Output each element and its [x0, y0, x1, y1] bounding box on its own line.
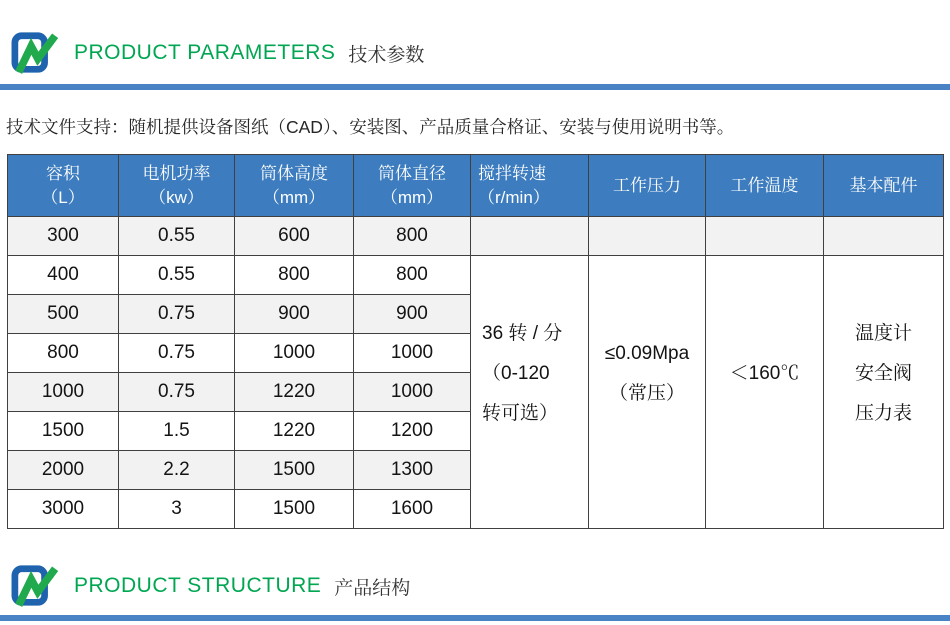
brand-logo-icon — [10, 563, 60, 609]
cell-volume: 3000 — [8, 490, 119, 529]
cell-working-pressure — [589, 256, 706, 529]
cell-diameter: 800 — [354, 217, 471, 256]
header-line: 基本配件 — [849, 175, 918, 195]
pressure-line: ≤0.09Mpa — [604, 343, 690, 364]
cell-volume: 800 — [8, 334, 119, 373]
cell-height: 1500 — [235, 451, 354, 490]
header-line: 筒体直径 — [378, 163, 446, 183]
cell-height: 1000 — [235, 334, 354, 373]
cell-diameter: 1600 — [354, 490, 471, 529]
header-unit: （r/min） — [478, 187, 550, 207]
cell-diameter: 1300 — [354, 451, 471, 490]
col-header-stirring-speed — [471, 155, 589, 217]
col-header-volume — [8, 155, 119, 217]
table-row — [8, 256, 944, 295]
cell-volume: 1000 — [8, 373, 119, 412]
cell-working-temperature — [706, 256, 824, 529]
cell-height: 800 — [235, 256, 354, 295]
parameters-table — [7, 154, 944, 529]
col-header-body-diameter — [354, 155, 471, 217]
table-header-row — [8, 155, 944, 217]
tech-docs-note: 技术文件支持：随机提供设备图纸（CAD）、安装图、产品质量合格证、安装与使用说明书等。 — [6, 117, 735, 137]
col-header-basic-accessories — [824, 155, 944, 217]
cell-volume: 300 — [8, 217, 119, 256]
header-line: 容积 — [46, 163, 80, 183]
cell-power: 0.75 — [119, 373, 235, 412]
accessory-line: 安全阀 — [854, 363, 912, 384]
col-header-working-pressure — [589, 155, 706, 217]
col-header-working-temperature — [706, 155, 824, 217]
cell-volume: 1500 — [8, 412, 119, 451]
section-title-zh: 产品结构 — [334, 577, 411, 599]
cell-diameter: 900 — [354, 295, 471, 334]
col-header-motor-power — [119, 155, 235, 217]
cell-diameter: 800 — [354, 256, 471, 295]
header-line: 工作压力 — [613, 175, 681, 195]
cell-power: 0.55 — [119, 217, 235, 256]
header-line: 电机功率 — [142, 163, 211, 183]
cell-power: 1.5 — [119, 412, 235, 451]
speed-line: （0-120 — [482, 363, 550, 384]
cell-diameter: 1200 — [354, 412, 471, 451]
cell-power: 2.2 — [119, 451, 235, 490]
speed-line: 36 转 / 分 — [482, 323, 563, 344]
cell-power: 0.75 — [119, 334, 235, 373]
cell-empty — [471, 217, 589, 256]
cell-power: 3 — [119, 490, 235, 529]
cell-diameter: 1000 — [354, 334, 471, 373]
header-line: 筒体高度 — [260, 163, 328, 183]
col-header-body-height — [235, 155, 354, 217]
cell-height: 900 — [235, 295, 354, 334]
speed-line: 转可选） — [482, 403, 559, 424]
section-header-parameters — [0, 0, 950, 76]
cell-power: 0.55 — [119, 256, 235, 295]
section-title-en: PRODUCT PARAMETERS — [74, 41, 336, 64]
cell-power: 0.75 — [119, 295, 235, 334]
header-unit: （L） — [41, 187, 85, 207]
accessory-line: 压力表 — [854, 403, 912, 424]
accessory-line: 温度计 — [854, 323, 912, 344]
cell-empty — [824, 217, 944, 256]
header-line: 工作温度 — [730, 175, 799, 195]
cell-diameter: 1000 — [354, 373, 471, 412]
cell-stirring-speed — [471, 256, 589, 529]
cell-height: 1500 — [235, 490, 354, 529]
section-divider-line — [0, 615, 950, 621]
cell-height: 1220 — [235, 412, 354, 451]
cell-height: 1220 — [235, 373, 354, 412]
header-unit: （mm） — [380, 187, 444, 207]
header-line: 搅拌转速 — [478, 163, 546, 183]
section-title-zh: 技术参数 — [348, 44, 425, 66]
section-header-structure — [0, 563, 950, 609]
cell-empty — [706, 217, 824, 256]
cell-volume: 2000 — [8, 451, 119, 490]
cell-volume: 500 — [8, 295, 119, 334]
table-row — [8, 217, 944, 256]
pressure-line: （常压） — [608, 383, 685, 404]
cell-volume: 400 — [8, 256, 119, 295]
section-title-en: PRODUCT STRUCTURE — [74, 574, 322, 597]
temperature-value: ＜160℃ — [729, 363, 800, 384]
header-unit: （mm） — [262, 187, 326, 207]
section-divider-line — [0, 84, 950, 90]
header-unit: （kw） — [149, 187, 204, 207]
brand-logo-icon — [10, 30, 60, 76]
cell-basic-accessories — [824, 256, 944, 529]
cell-empty — [589, 217, 706, 256]
cell-height: 600 — [235, 217, 354, 256]
